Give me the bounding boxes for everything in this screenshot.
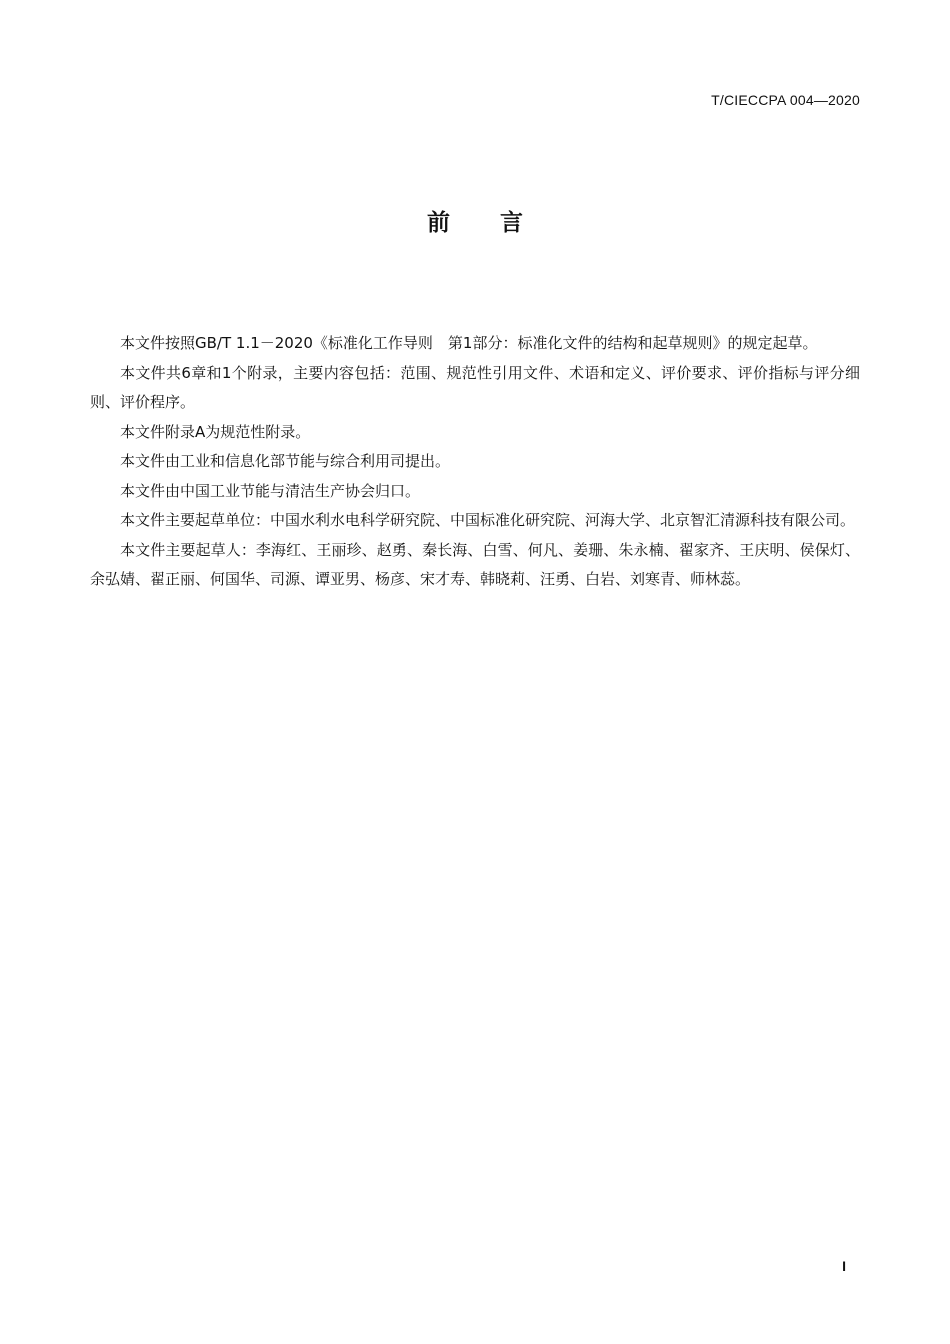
title-char-2: 言 [500, 210, 523, 236]
document-code: T/CIECCPA 004—2020 [711, 92, 860, 108]
title-char-1: 前 [427, 210, 450, 236]
paragraph-proposer: 本文件由工业和信息化部节能与综合利用司提出。 [120, 452, 451, 470]
paragraph-responsible-unit: 本文件由中国工业节能与清洁生产协会归口。 [120, 481, 421, 500]
paragraph-appendix-note: 本文件附录A为规范性附录。 [120, 422, 311, 441]
paragraph-drafting-units: 本文件主要起草单位：中国水利水电科学研究院、中国标准化研究院、河海大学、北京智汇清源科技有限公司。 [120, 511, 856, 529]
foreword-body [90, 329, 860, 595]
page-title [0, 204, 950, 237]
page-number: I [842, 1258, 846, 1274]
paragraph-drafters: 本文件主要起草人：李海红、王丽珍、赵勇、秦长海、白雪、何凡、姜珊、朱永楠、翟家齐、王庆明、侯保灯、余弘婧、翟正丽、何国华、司源、谭亚男、杨彦、宋才寿、韩晓莉、汪勇、白岩、刘寒青、师林蕊。 [90, 540, 860, 588]
paragraph-content-summary: 本文件共6章和1个附录，主要内容包括：范围、规范性引用文件、术语和定义、评价要求、评价指标与评分细则、评价程序。 [90, 363, 860, 411]
paragraph-drafting-rules: 本文件按照GB/T 1.1－2020《标准化工作导则 第1部分：标准化文件的结构和起草规则》的规定起草。 [120, 334, 818, 352]
